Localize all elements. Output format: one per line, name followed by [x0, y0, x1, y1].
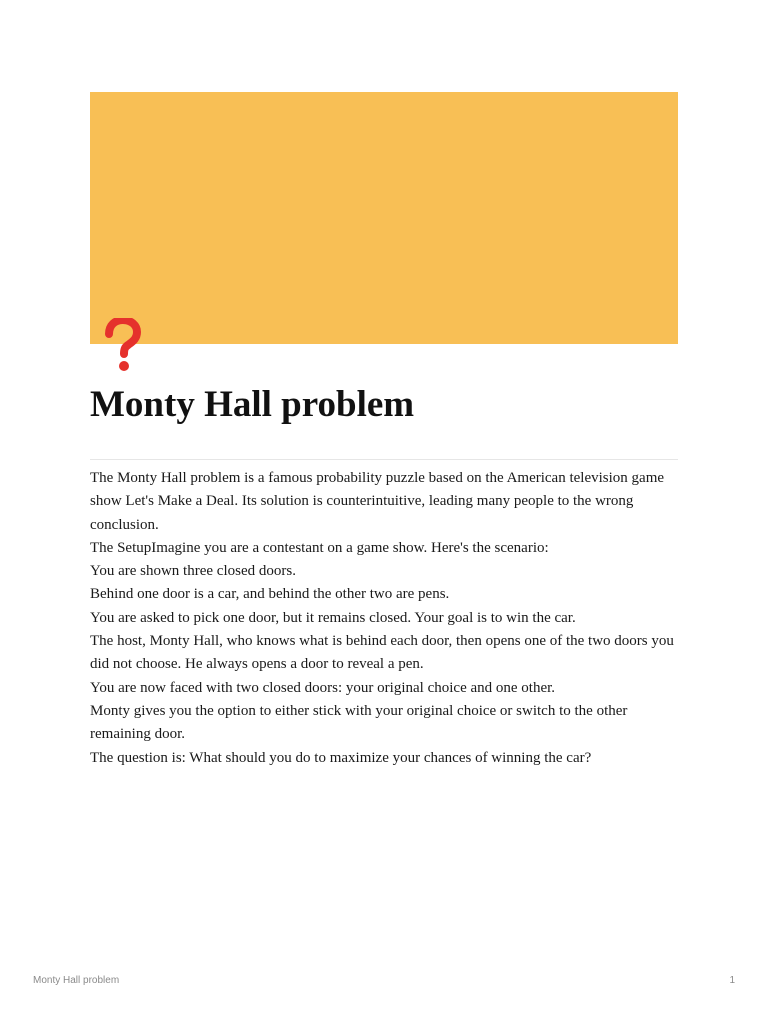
paragraph: The SetupImagine you are a contestant on a game show. Here's the scenario: [90, 539, 549, 556]
question-mark-icon [102, 318, 142, 374]
paragraph: You are now faced with two closed doors: your original choice and one other. [90, 679, 556, 696]
paragraph: You are asked to pick one door, but it remains closed. Your goal is to win the car. [90, 609, 576, 626]
paragraph: The Monty Hall problem is a famous probability puzzle based on the American television game show Let's Make a Deal. Its solution is counterintuitive, leading many people to the wrong conclusion. [90, 470, 665, 533]
page-content [90, 467, 680, 770]
paragraph: You are shown three closed doors. [90, 563, 296, 580]
title-divider [90, 459, 678, 460]
footer-title: Monty Hall problem [33, 975, 120, 986]
paragraph: The question is: What should you do to maximize your chances of winning the car? [90, 749, 592, 766]
paragraph: Behind one door is a car, and behind the other two are pens. [90, 586, 450, 603]
paragraph: The host, Monty Hall, who knows what is behind each door, then opens one of the two doors you did not choose. He always opens a door to reveal a pen. [90, 633, 674, 673]
footer-page-number: 1 [729, 975, 735, 986]
cover-banner [90, 92, 678, 344]
paragraph: Monty gives you the option to either stick with your original choice or switch to the other remaining door. [90, 702, 628, 743]
page-title: Monty Hall problem [90, 384, 415, 425]
